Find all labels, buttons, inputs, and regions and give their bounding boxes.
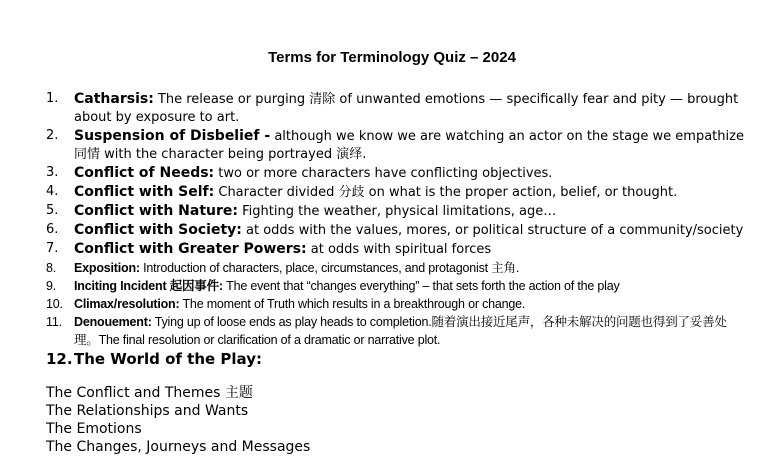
item-number: 8.: [46, 261, 57, 275]
item-definition: Introduction of characters, place, circumstances, and protagonist 主角.: [139, 261, 520, 275]
document-title: Terms for Terminology Quiz – 2024: [268, 49, 516, 66]
list-item: [46, 295, 746, 313]
item-number: 5.: [46, 203, 59, 218]
item-definition: The event that “changes everything” – that sets forth the action of the play: [222, 279, 620, 293]
item-term: Denouement:: [74, 315, 152, 329]
list-item: [46, 90, 746, 127]
list-item: [46, 183, 746, 202]
subitem: The Relationships and Wants: [46, 403, 249, 419]
list-item: [46, 164, 746, 183]
section-subitems: [46, 384, 746, 456]
item-term: Conflict with Society:: [74, 222, 242, 238]
list-item: [46, 127, 746, 164]
item-definition: two or more characters have conflicting objectives.: [214, 166, 553, 181]
item-definition: at odds with the values, mores, or political structure of a community/society: [241, 223, 744, 238]
item-definition: The release or purging 清除 of unwanted emotions — specifically fear and pity — brought about by exposure to art.: [74, 92, 739, 125]
item-number: 9.: [46, 279, 57, 293]
item-definition: at odds with spiritual forces: [306, 242, 492, 257]
item-term: Inciting Incident 起因事件:: [74, 279, 223, 293]
item-number: 1.: [46, 91, 59, 106]
item-term: Exposition:: [74, 261, 140, 275]
item-number: 3.: [46, 165, 59, 180]
item-number: 7.: [46, 241, 59, 256]
item-term: Conflict with Nature:: [74, 203, 238, 219]
item-number: 6.: [46, 222, 59, 237]
item-definition: The moment of Truth which results in a breakthrough or change.: [179, 297, 526, 311]
item-number: 4.: [46, 184, 59, 199]
list-item: [46, 240, 746, 259]
item-definition: Character divided 分歧 on what is the proper action, belief, or thought.: [214, 185, 678, 200]
item-term: Catharsis:: [74, 91, 154, 107]
section-number: 12.: [46, 350, 73, 368]
list-item: [46, 259, 746, 277]
item-number: 10.: [46, 297, 63, 311]
list-item: [46, 221, 746, 240]
terms-list: [46, 90, 746, 368]
subitem: The Conflict and Themes 主题: [46, 385, 253, 401]
list-item: [46, 313, 746, 349]
item-definition: Fighting the weather, physical limitations, age…: [238, 204, 557, 219]
item-definition: although we know we are watching an actor on the stage we empathize 同情 with the character being portrayed 演绎.: [74, 129, 744, 162]
item-term: Conflict with Self:: [74, 184, 215, 200]
list-item: [46, 202, 746, 221]
item-term: Conflict of Needs:: [74, 165, 215, 181]
item-term: Climax/resolution:: [74, 297, 180, 311]
item-term: Suspension of Disbelief -: [74, 128, 271, 144]
subitem: The Emotions: [46, 421, 142, 437]
item-definition: Tying up of loose ends as play heads to completion.随着演出接近尾声，各种未解决的问题也得到了妥善处理。The final resolution or clarification of a dramatic or narrative plot.: [74, 315, 727, 347]
subitem: The Changes, Journeys and Messages: [46, 439, 311, 455]
item-number: 2.: [46, 128, 59, 143]
section-heading: [46, 350, 746, 368]
item-number: 11.: [46, 315, 62, 329]
list-item: [46, 277, 746, 295]
section-heading-text: The World of the Play:: [74, 350, 262, 368]
item-term: Conflict with Greater Powers:: [74, 241, 307, 257]
